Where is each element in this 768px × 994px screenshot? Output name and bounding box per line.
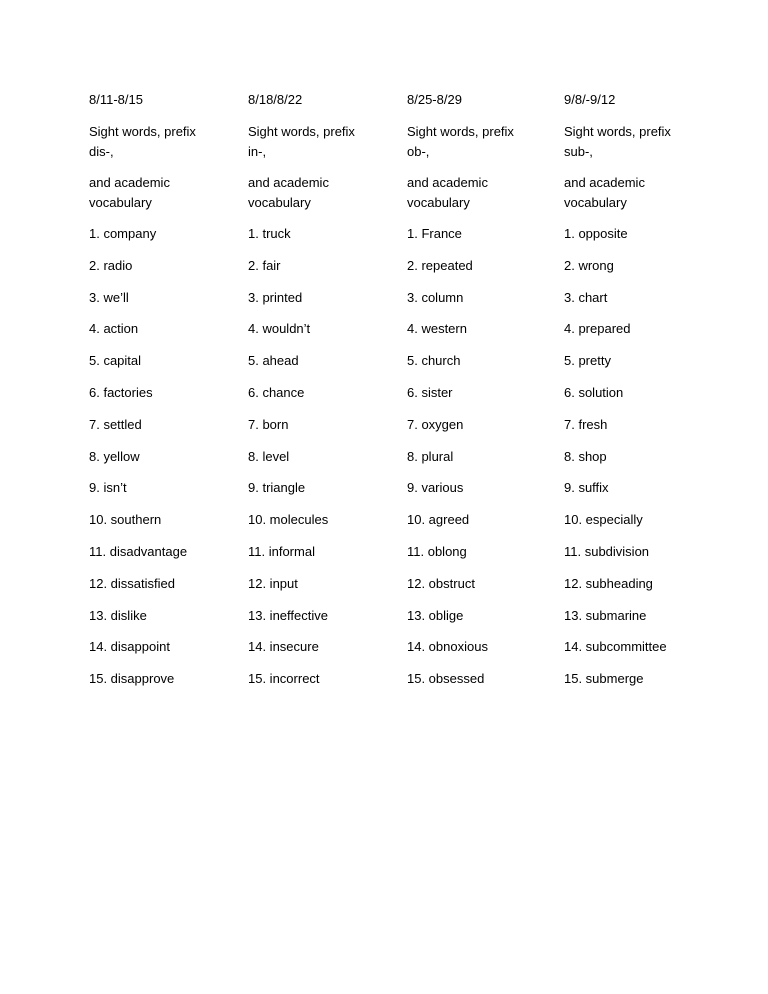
vocabulary-word: 5. church [407,353,461,369]
column-subheading-line: vocabulary [564,195,627,210]
column-subheading-line: and academic [89,175,170,190]
vocabulary-word: 10. especially [564,512,643,528]
vocabulary-word: 8. yellow [89,448,140,464]
vocabulary-word: 3. chart [564,289,608,305]
column-subheading-line: vocabulary [89,195,152,210]
column-heading [564,122,714,162]
vocabulary-word: 11. disadvantage [89,543,188,559]
vocabulary-word: 15. submerge [564,671,644,687]
column-subheading-line: and academic [564,175,645,190]
vocabulary-word: 8. shop [564,448,607,464]
vocabulary-word: 8. level [248,448,290,464]
vocabulary-word: 15. disapprove [89,671,175,687]
column-heading-line: sub-, [564,144,593,159]
vocabulary-word: 2. repeated [407,257,473,273]
vocabulary-word: 1. truck [248,226,291,241]
week-date-range: 8/25-8/29 [407,92,462,107]
week-date-range: 9/8/-9/12 [564,92,616,107]
vocabulary-word: 12. subheading [564,575,653,591]
vocabulary-word: 6. sister [407,384,453,400]
vocabulary-word: 4. prepared [564,321,631,337]
column-heading-line: Sight words, prefix [248,124,355,139]
vocabulary-word: 1. France [407,226,462,241]
vocabulary-word: 9. suffix [564,480,609,496]
column-heading-line: Sight words, prefix [564,124,671,139]
vocabulary-word: 13. dislike [89,607,147,623]
week-date-range: 8/18/8/22 [248,92,303,107]
vocabulary-word: 13. ineffective [248,607,328,623]
vocabulary-word: 7. fresh [564,416,608,432]
vocabulary-word: 10. agreed [407,512,470,528]
vocabulary-word: 7. born [248,416,289,432]
vocabulary-word: 9. various [407,480,464,496]
vocabulary-word: 8. plural [407,448,454,464]
column-heading-line: in-, [248,144,267,159]
vocabulary-word: 12. input [248,575,298,591]
vocabulary-word: 11. informal [248,543,315,559]
word-list-column [89,90,239,701]
word-list-column [248,90,398,701]
column-subheading [564,173,714,213]
vocabulary-word: 9. triangle [248,480,306,496]
vocabulary-word: 14. insecure [248,639,319,655]
vocabulary-word: 3. printed [248,289,303,305]
column-subheading [248,173,398,213]
vocabulary-word: 10. molecules [248,512,329,528]
vocabulary-word: 14. disappoint [89,639,170,655]
vocabulary-word: 1. company [89,226,157,241]
vocabulary-word: 5. ahead [248,353,299,369]
vocabulary-word: 13. oblige [407,607,464,623]
column-heading-line: Sight words, prefix [407,124,514,139]
vocabulary-word: 2. fair [248,257,281,273]
vocabulary-word: 5. capital [89,353,142,369]
column-heading-line: dis-, [89,144,114,159]
column-heading-line: ob-, [407,144,430,159]
vocabulary-word: 4. western [407,321,467,337]
vocabulary-word: 1. opposite [564,226,628,241]
vocabulary-word: 3. column [407,289,464,305]
vocabulary-word: 2. radio [89,257,133,273]
vocabulary-word: 14. subcommittee [564,639,667,655]
vocabulary-word: 4. wouldn’t [248,321,311,337]
column-subheading [407,173,557,213]
vocabulary-word: 3. we’ll [89,289,129,305]
vocabulary-word: 7. settled [89,416,142,432]
column-subheading-line: and academic [407,175,488,190]
vocabulary-word: 2. wrong [564,257,614,273]
column-subheading-line: vocabulary [407,195,470,210]
vocabulary-word: 11. oblong [407,543,467,559]
vocabulary-word: 12. obstruct [407,575,475,591]
vocabulary-word: 15. obsessed [407,671,485,687]
column-heading [248,122,398,162]
vocabulary-word: 5. pretty [564,353,611,369]
vocabulary-word: 11. subdivision [564,543,650,559]
word-list-column [407,90,557,701]
vocabulary-word: 6. factories [89,384,153,400]
vocabulary-word: 10. southern [89,512,162,528]
vocabulary-word: 13. submarine [564,607,647,623]
column-heading [407,122,557,162]
column-subheading-line: vocabulary [248,195,311,210]
vocabulary-word: 14. obnoxious [407,639,488,655]
column-subheading [89,173,239,213]
week-date-range: 8/11-8/15 [89,92,143,107]
column-heading [89,122,239,162]
word-list-column [564,90,714,701]
vocabulary-word: 9. isn’t [89,480,127,496]
column-heading-line: Sight words, prefix [89,124,196,139]
vocabulary-word: 6. solution [564,384,624,400]
vocabulary-word: 15. incorrect [248,671,320,687]
column-subheading-line: and academic [248,175,329,190]
vocabulary-word: 12. dissatisfied [89,575,175,591]
vocabulary-word: 6. chance [248,384,305,400]
vocabulary-word: 7. oxygen [407,416,464,432]
vocabulary-word: 4. action [89,321,139,337]
